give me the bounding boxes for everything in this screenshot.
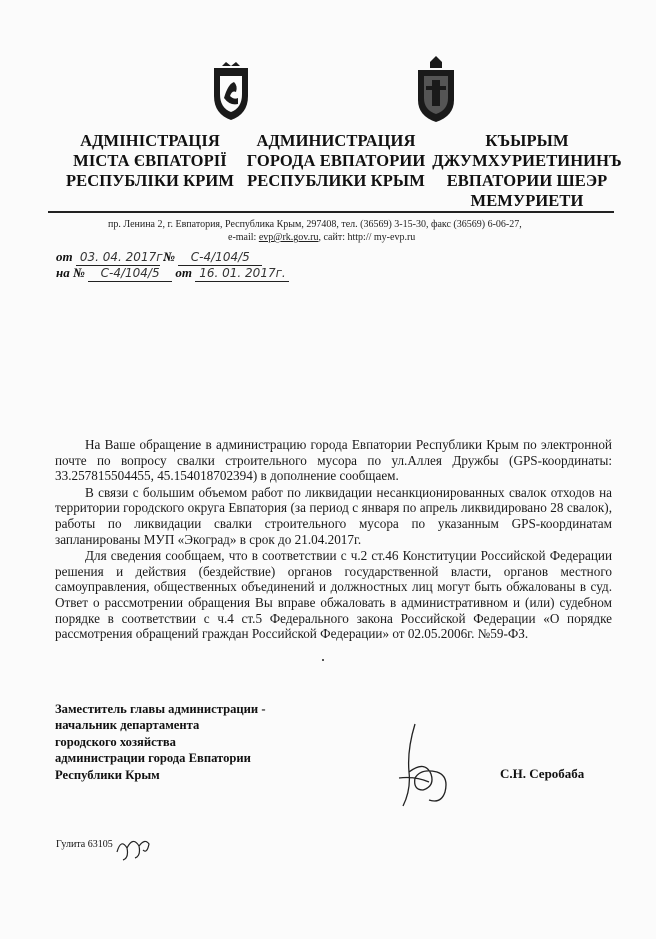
signatory-name: С.Н. Серобаба bbox=[500, 766, 585, 781]
initials-signature bbox=[113, 830, 153, 864]
executor-note: Гулита 63105 bbox=[56, 839, 113, 850]
contact-line bbox=[228, 231, 415, 244]
header-tatar-line: КЪЫРЫМ bbox=[485, 131, 569, 150]
header-ukrainian-line: РЕСПУБЛІКИ КРИМ bbox=[65, 171, 235, 190]
header-crimean-tatar bbox=[432, 131, 622, 211]
body-paragraph: В связи с большим объемом работ по ликвидации несанкционированных свалок отходов на территории городского округа Евпатория (за период с января по апрель ликвидировано 28 свалок), работы по ликвидации свалки строительного мусора по указанным GPS-координатам запланированы МУП «Экоград» в срок до 21.04.2017г. bbox=[55, 484, 612, 547]
letter-body bbox=[55, 437, 612, 642]
header-ukrainian bbox=[62, 131, 238, 191]
email-label: e-mail: bbox=[228, 232, 259, 243]
header-divider bbox=[48, 211, 614, 213]
header-russian-line: АДМИНИСТРАЦИЯ bbox=[256, 131, 416, 150]
in-reply-label: на № bbox=[56, 265, 85, 280]
header-ukrainian-line: АДМІНІСТРАЦІЯ bbox=[80, 131, 220, 150]
number-label: № bbox=[163, 249, 176, 264]
body-paragraph: На Ваше обращение в администрацию города Евпатории Республики Крым по электронной почте по вопросу свалки строительного мусора по ул.Аллея Дружбы (GPS-координаты: 33.257815504455, 45.154018702394) в дополнение сообщаем. bbox=[55, 437, 612, 484]
outgoing-date: 03. 04. 2017г. bbox=[76, 249, 160, 266]
address-line: пр. Ленина 2, г. Евпатория, Республика Крым, 297408, тел. (36569) 3-15-30, факс (36569) 6-06-27, bbox=[108, 219, 522, 230]
incoming-reference bbox=[56, 265, 289, 282]
evpatoria-emblem-icon bbox=[412, 56, 460, 124]
header-tatar-line: ДЖУМХУРИЕТИНИНЪ bbox=[432, 151, 622, 170]
signatory-title-line: администрации города Евпатории bbox=[55, 751, 251, 766]
header-tatar-line: ЕВПАТОРИИ ШЕЭР bbox=[446, 171, 608, 190]
outgoing-number: С-4/104/5 bbox=[178, 249, 262, 266]
outgoing-reference bbox=[56, 249, 262, 266]
stray-mark bbox=[322, 659, 324, 661]
header-russian bbox=[246, 131, 426, 191]
reply-from-label: от bbox=[175, 265, 192, 280]
signatory-title bbox=[55, 701, 266, 783]
body-paragraph: Для сведения сообщаем, что в соответствии с ч.2 ст.46 Конституции Российской Федерации решения и действия (бездействие) органов государственной власти, органов местного самоуправления, общественных объединений и должностных лиц могут быть обжалованы в суд. Ответ о рассмотрении обращения Вы вправе обжаловать в административном и (или) судебном порядке в соответствии с ч.4 ст.5 Федерального закона Российской Федерации «О порядке рассмотрения обращений граждан Российской Федерации» от 02.05.2006г. №59-ФЗ. bbox=[55, 548, 612, 642]
handwritten-signature bbox=[385, 720, 463, 812]
header-ukrainian-line: МІСТА ЄВПАТОРІЇ bbox=[73, 151, 227, 170]
signatory-title-line: городского хозяйства bbox=[55, 734, 176, 749]
header-russian-line: ГОРОДА ЕВПАТОРИИ bbox=[246, 151, 426, 170]
header-tatar-line: МЕМУРИЕТИ bbox=[470, 191, 584, 210]
email-link[interactable]: evp@rk.gov.ru bbox=[258, 232, 319, 243]
header-russian-line: РЕСПУБЛИКИ КРЫМ bbox=[247, 171, 425, 190]
incoming-number: С-4/104/5 bbox=[88, 265, 172, 282]
crimea-emblem-icon bbox=[208, 62, 254, 124]
incoming-date: 16. 01. 2017г. bbox=[195, 265, 289, 282]
signatory-title-line: Заместитель главы администрации - bbox=[55, 702, 266, 716]
site-text: , сайт: http:// my-evp.ru bbox=[318, 232, 416, 243]
signatory-title-line: Республики Крым bbox=[55, 767, 160, 782]
signatory-title-line: начальник департамента bbox=[55, 718, 200, 733]
from-label: от bbox=[56, 249, 73, 264]
